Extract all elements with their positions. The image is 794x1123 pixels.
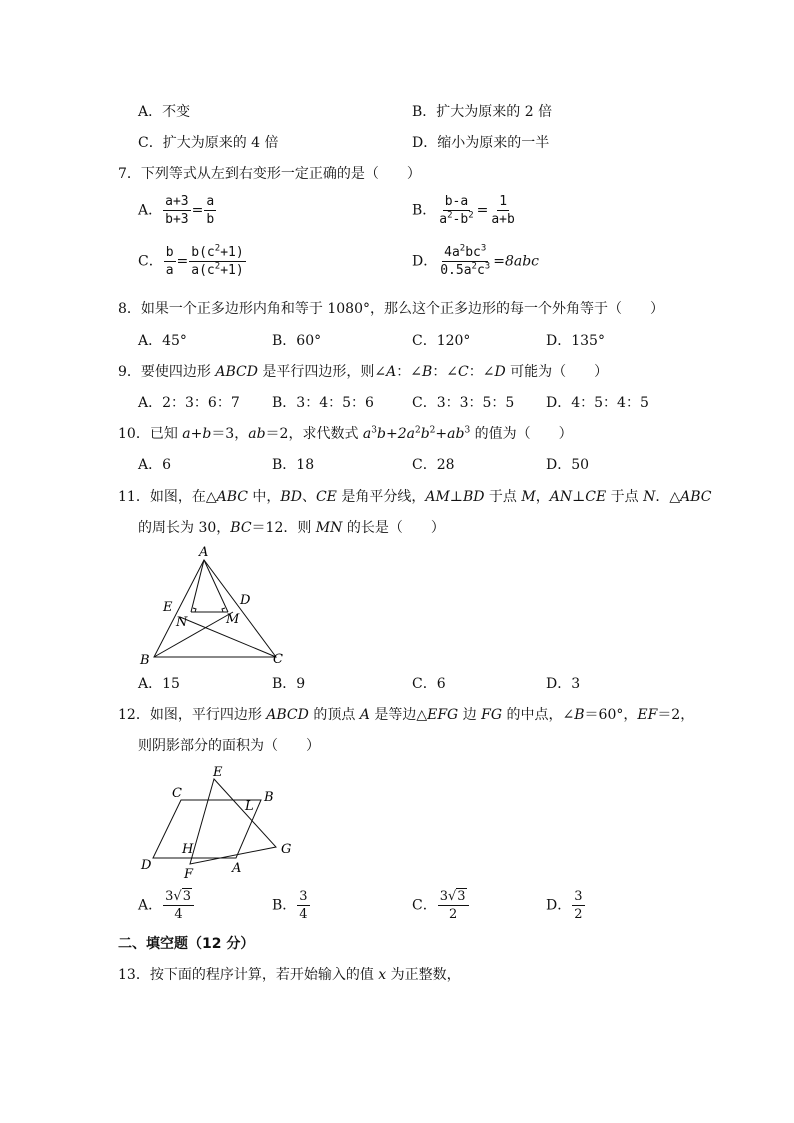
label-h: H [182, 842, 194, 857]
right-angle-n [193, 608, 196, 612]
label-f: F [184, 867, 194, 882]
q7-option-d: D． $\frac{4a^2bc^3}{0.5a^2c^3}$ =8abc [412, 243, 540, 278]
label-d: D [141, 858, 152, 873]
q11-stem-line2: 的周长为 30，BC＝12．则 MN 的长是（ ） [138, 520, 445, 536]
right-angle-m [222, 608, 225, 612]
q10-option-d: D．50 [546, 457, 590, 473]
q12-option-d: D． $\frac{3}{2}$ [546, 889, 583, 922]
segment-am [204, 560, 228, 612]
label-g: G [281, 842, 292, 857]
label-e: E [213, 765, 223, 780]
q6-option-d: D．缩小为原来的一半 [412, 135, 550, 151]
q10-option-a: A．6 [138, 457, 172, 473]
label-l: L [245, 799, 254, 814]
label-a: A [199, 545, 209, 560]
q11-option-b: B．9 [272, 676, 306, 692]
q9-option-b: B．3：4：5：6 [272, 395, 374, 411]
section-heading-fill-in: 二、填空题（12 分） [118, 936, 255, 952]
q6-option-a: A．不变 [138, 104, 191, 120]
q13-stem: 13．按下面的程序计算，若开始输入的值 x 为正整数， [118, 967, 461, 983]
q8-stem: 8．如果一个正多边形内角和等于 1080°，那么这个正多边形的每一个外角等于（ ） [118, 301, 664, 317]
q12-option-c: C． $\frac{3√3}{2}$ [412, 889, 470, 922]
label-c: C [172, 786, 182, 801]
q11-option-c: C．6 [412, 676, 446, 692]
label-e: E [163, 600, 173, 615]
q11-option-d: D．3 [546, 676, 581, 692]
q12-stem-line1: 12．如图，平行四边形 ABCD 的顶点 A 是等边△EFG 边 FG 的中点，∠B＝60°，EF＝2， [118, 707, 695, 723]
q9-option-c: C．3：3：5：5 [412, 395, 515, 411]
q9-option-a: A．2：3：6：7 [138, 395, 240, 411]
segment-an [191, 560, 204, 612]
q7-option-a: A． $\frac{a+3}{b+3}$ = $\frac{a}{b}$ [138, 194, 215, 227]
q12-option-a: A． $\frac{3√3}{4}$ [138, 889, 195, 922]
label-a: A [232, 861, 242, 876]
q9-option-d: D．4：5：4：5 [546, 395, 649, 411]
q12-parallelogram-figure [136, 763, 306, 883]
label-b: B [264, 790, 274, 805]
label-c: C [273, 652, 283, 667]
q12-stem-line2: 则阴影部分的面积为（ ） [138, 738, 320, 754]
q6-option-b: B．扩大为原来的 2 倍 [412, 104, 553, 120]
q10-option-c: C．28 [412, 457, 455, 473]
q11-option-a: A．15 [138, 676, 180, 692]
q9-stem: 9．要使四边形 ABCD 是平行四边形，则∠A：∠B：∠C：∠D 可能为（ ） [118, 364, 609, 380]
q8-option-a: A．45° [138, 333, 187, 349]
q8-option-c: C．120° [412, 333, 471, 349]
q8-option-d: D．135° [546, 333, 605, 349]
q12-option-b: B． $\frac{3}{4}$ [272, 889, 308, 922]
q7-option-c: C． $\frac{b}{a}$ = $\frac{b(c^2+1)}{a(c^2+1)}$ [138, 243, 244, 278]
label-d: D [240, 593, 251, 608]
q11-stem-line1: 11．如图，在△ABC 中，BD、CE 是角平分线，AM⊥BD 于点 M，AN⊥CE 于点 N．△ABC [118, 489, 712, 505]
q8-option-b: B．60° [272, 333, 322, 349]
q7-stem: 7．下列等式从左到右变形一定正确的是（ ） [118, 166, 421, 182]
q10-stem: 10．已知 a+b＝3，ab＝2，求代数式 $a^3b+2a^2b^2+ab^3$ 的值为（ ） [118, 425, 573, 442]
q11-triangle-figure [136, 542, 296, 670]
q7-option-b: B． $\frac{b-a}{a^2-b^2}$ = $\frac{1}{a+b}$ [412, 194, 515, 227]
label-m: M [226, 612, 240, 627]
label-n: N [176, 615, 188, 630]
q10-option-b: B．18 [272, 457, 315, 473]
q6-option-c: C．扩大为原来的 4 倍 [138, 135, 279, 151]
label-b: B [140, 653, 150, 668]
